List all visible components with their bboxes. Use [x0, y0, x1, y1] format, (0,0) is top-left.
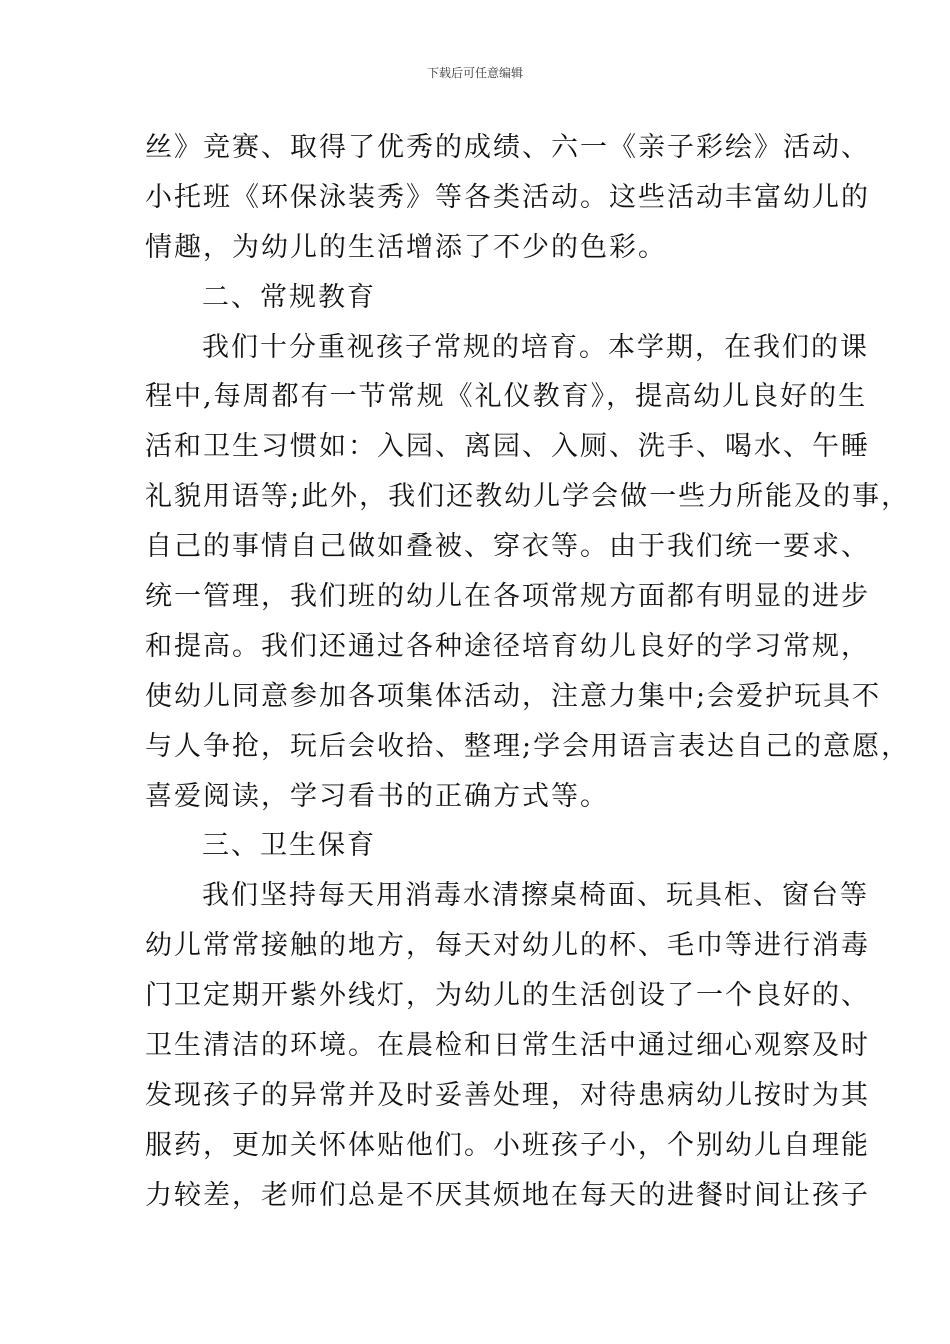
text-line: 和提高。我们还通过各种途径培育幼儿良好的学习常规，	[145, 630, 870, 662]
text-line: 三、卫生保育	[202, 830, 376, 862]
text-line: 我们十分重视孩子常规的培育。本学期，在我们的课	[202, 331, 869, 363]
text-line: 与人争抢，玩后会收拾、整理;学会用语言表达自己的意愿，	[145, 730, 911, 762]
text-line: 统一管理，我们班的幼儿在各项常规方面都有明显的进步	[145, 581, 870, 613]
text-line: 卫生清洁的环境。在晨检和日常生活中通过细心观察及时	[145, 1030, 870, 1062]
text-line: 门卫定期开紫外线灯，为幼儿的生活创设了一个良好的、	[145, 980, 870, 1012]
text-line: 自己的事情自己做如叠被、穿衣等。由于我们统一要求、	[145, 531, 870, 563]
text-line: 情趣，为幼儿的生活增添了不少的色彩。	[145, 231, 667, 263]
text-line: 小托班《环保泳装秀》等各类活动。这些活动丰富幼儿的	[145, 181, 870, 213]
text-line: 服药，更加关怀体贴他们。小班孩子小，个别幼儿自理能	[145, 1129, 870, 1161]
text-line: 使幼儿同意参加各项集体活动，注意力集中;会爱护玩具不	[145, 680, 882, 712]
text-line: 二、常规教育	[202, 281, 376, 313]
text-line: 幼儿常常接触的地方，每天对幼儿的杯、毛巾等进行消毒	[145, 930, 870, 962]
document-body	[145, 123, 911, 1221]
page-header: 下载后可任意编辑	[426, 66, 523, 80]
text-line: 喜爱阅读，学习看书的正确方式等。	[145, 780, 609, 812]
text-line: 我们坚持每天用消毒水清擦桌椅面、玩具柜、窗台等	[202, 880, 869, 912]
text-line: 丝》竞赛、取得了优秀的成绩、六一《亲子彩绘》活动、	[145, 132, 870, 163]
text-line: 力较差，老师们总是不厌其烦地在每天的进餐时间让孩子	[145, 1179, 870, 1211]
text-line: 程中,每周都有一节常规《礼仪教育》，提高幼儿良好的生	[145, 381, 868, 413]
text-line: 发现孩子的异常并及时妥善处理，对待患病幼儿按时为其	[145, 1079, 870, 1111]
text-line: 活和卫生习惯如：入园、离园、入厕、洗手、喝水、午睡	[145, 431, 870, 463]
text-line: 礼貌用语等;此外，我们还教幼儿学会做一些力所能及的事，	[145, 481, 911, 513]
